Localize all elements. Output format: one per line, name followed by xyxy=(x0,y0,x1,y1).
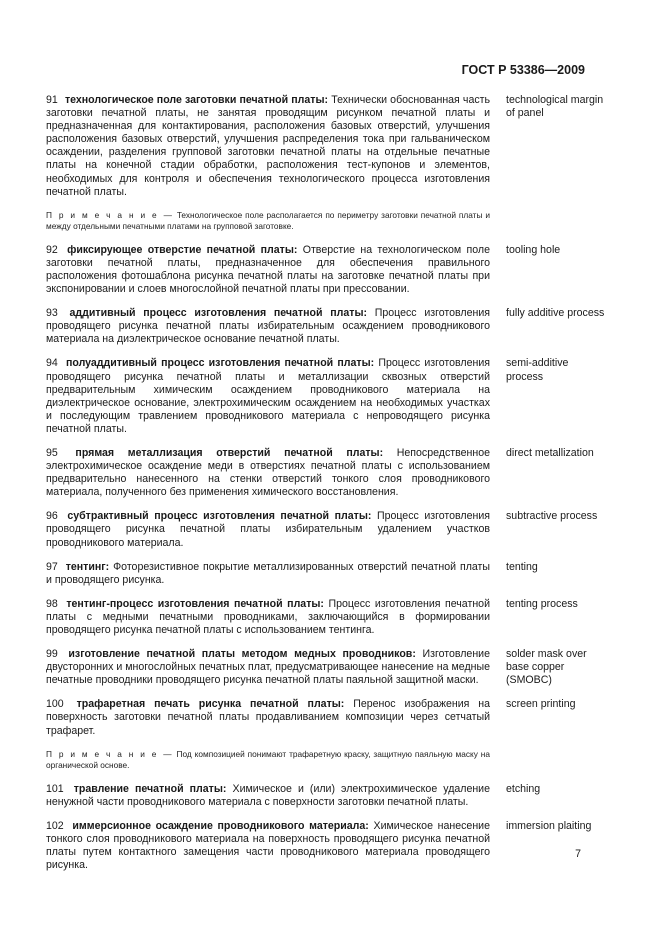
term-text: Изготовление двусторонних и многослойных печатных плат, предусматривающее нанесение на медные печатные проводники проводящего рисунка печатной платы паяльной защитной маски. xyxy=(46,648,490,687)
term-text: Фоторезистивное покрытие металлизированных отверстий печатной платы и проводящего рисунка. xyxy=(46,560,491,586)
term-name: субтрактивный процесс изготовления печатной платы: xyxy=(67,510,372,523)
term-english: solder mask over base copper (SMOBC) xyxy=(506,648,587,687)
term-definition xyxy=(46,447,490,499)
term-definition xyxy=(46,598,490,637)
term-english: direct metallization xyxy=(506,446,594,459)
note-text: Под композицией понимают трафаретную краску, защитную паяльную маску на органической основе. xyxy=(46,748,490,770)
term-definition xyxy=(46,698,490,737)
term-name: травление печатной платы: xyxy=(73,782,227,795)
term-text: Химическое и (или) электрохимическое удаление ненужной части проводникового материала с поверхности заготовки печатной платы. xyxy=(46,782,490,808)
term-definition xyxy=(46,648,490,687)
term-entry-99 xyxy=(46,648,606,687)
page-number: 7 xyxy=(575,848,581,860)
term-text: Процесс изготовления проводящего рисунка печатной платы избирательным осаждением проводникового материала на диэлектрическое основание печатной платы. xyxy=(46,307,490,346)
note-label: П р и м е ч а н и е — xyxy=(46,748,174,759)
term-english: immersion plaiting xyxy=(506,819,592,832)
term-definition xyxy=(46,307,490,346)
term-english: tooling hole xyxy=(506,243,561,256)
term-english: screen printing xyxy=(506,698,576,711)
term-text: Процесс изготовления проводящего рисунка печатной платы и металлизации сквозных отверстий предварительным химическим осаждением проводникового материала на диэлектрическое основание, электрохимическим осаждением на необходимых участках и последующим травлением проводникового материала с непроводящего рисунка печатной платы. xyxy=(46,357,490,435)
term-name: тентинг: xyxy=(65,560,110,573)
note-label: П р и м е ч а н и е — xyxy=(46,209,174,220)
term-name: прямая металлизация отверстий печатной платы: xyxy=(75,446,384,459)
term-definition xyxy=(46,244,490,296)
term-entry-101 xyxy=(46,783,606,809)
term-number: 98 xyxy=(46,597,58,610)
note-100 xyxy=(46,749,490,771)
term-text: Процесс изготовления печатной платы с медными печатными проводниками, заключающийся в формировании проводящего рисунка печатной платы с использованием тентинга. xyxy=(46,597,490,636)
term-entry-95 xyxy=(46,447,606,499)
term-name: трафаретная печать рисунка печатной платы: xyxy=(76,698,345,711)
term-entry-92 xyxy=(46,244,606,296)
term-entry-102 xyxy=(46,820,606,872)
term-entry-100 xyxy=(46,698,606,737)
term-english: semi-additive process xyxy=(506,357,569,383)
term-definition xyxy=(46,820,490,872)
terms-list xyxy=(46,94,606,883)
term-entry-94 xyxy=(46,357,606,436)
term-number: 101 xyxy=(46,782,64,795)
term-text: Перенос изображения на поверхность заготовки печатной платы продавливанием композиции через сетчатый трафарет. xyxy=(46,698,490,737)
term-definition xyxy=(46,94,490,199)
term-english: etching xyxy=(506,782,541,795)
term-entry-98 xyxy=(46,598,606,637)
term-english: fully additive process xyxy=(506,307,605,320)
term-english: technological margin of panel xyxy=(506,94,604,120)
term-english: tenting process xyxy=(506,597,578,610)
term-name: полуаддитивный процесс изготовления печатной платы: xyxy=(65,357,375,370)
term-text: Отверстие на технологическом поле заготовки печатной платы, предназначенное для обеспечения правильного расположения фотошаблона рисунка печатной платы на заготовке печатной платы при экспонировании и слоев многослойной печатной платы при прессовании. xyxy=(46,243,490,296)
term-number: 99 xyxy=(46,648,58,661)
term-number: 96 xyxy=(46,510,58,523)
term-text: Непосредственное электрохимическое осаждение меди в отверстиях печатной платы с использованием предварительно нанесенного на стенки отверстий тонкого слоя проводникового материала, полученного без применения химического восстановления. xyxy=(46,446,490,499)
term-name: тентинг-процесс изготовления печатной платы: xyxy=(66,597,324,610)
term-number: 95 xyxy=(46,446,58,459)
note-91 xyxy=(46,210,490,232)
note-text: Технологическое поле располагается по периметру заготовки печатной платы и между отдельными печатными платами на групповой заготовке. xyxy=(46,209,490,231)
term-english: tenting xyxy=(506,560,538,573)
term-number: 102 xyxy=(46,819,64,832)
term-number: 91 xyxy=(46,94,58,106)
term-number: 97 xyxy=(46,560,58,573)
term-english: subtractive process xyxy=(506,510,598,523)
term-name: аддитивный процесс изготовления печатной платы: xyxy=(69,307,368,320)
term-name: изготовление печатной платы методом медных проводников: xyxy=(68,648,416,661)
term-definition xyxy=(46,783,490,809)
term-entry-93 xyxy=(46,307,606,346)
term-number: 92 xyxy=(46,243,58,256)
document-header: ГОСТ Р 53386—2009 xyxy=(461,63,585,77)
term-name: иммерсионное осаждение проводникового материала: xyxy=(72,819,369,832)
term-definition xyxy=(46,510,490,549)
term-entry-96 xyxy=(46,510,606,549)
term-text: Химическое нанесение тонкого слоя проводникового материала на поверхность проводящего рисунка печатной платы путем контактного замещения части проводникового материала проводящего рисунка. xyxy=(46,819,490,872)
term-name: фиксирующее отверстие печатной платы: xyxy=(67,243,298,256)
term-number: 94 xyxy=(46,357,58,370)
term-definition xyxy=(46,357,490,436)
term-text: Процесс изготовления проводящего рисунка печатной платы избирательным удалением участков проводникового материала. xyxy=(46,510,490,549)
term-entry-97 xyxy=(46,561,606,587)
term-number: 93 xyxy=(46,307,58,320)
term-entry-91 xyxy=(46,94,606,199)
term-definition xyxy=(46,561,490,587)
term-number: 100 xyxy=(46,698,64,711)
term-name: технологическое поле заготовки печатной платы: xyxy=(64,94,329,106)
term-text: Технически обоснованная часть заготовки печатной платы, не занятая проводящим рисунком печатной платы и предназначенная для контактирования, расположения базовых отверстий, улучшения расположения базовых отверстий, улучшения распределения тока при гальваническом осаждении, разделения групповой заготовки печатной платы на отдельные печатные платы на конечной стадии обработки, расположения тест-купонов и элементов, необходимых для контроля и обеспечения технологического процесса изготовления печатной платы. xyxy=(46,94,490,198)
